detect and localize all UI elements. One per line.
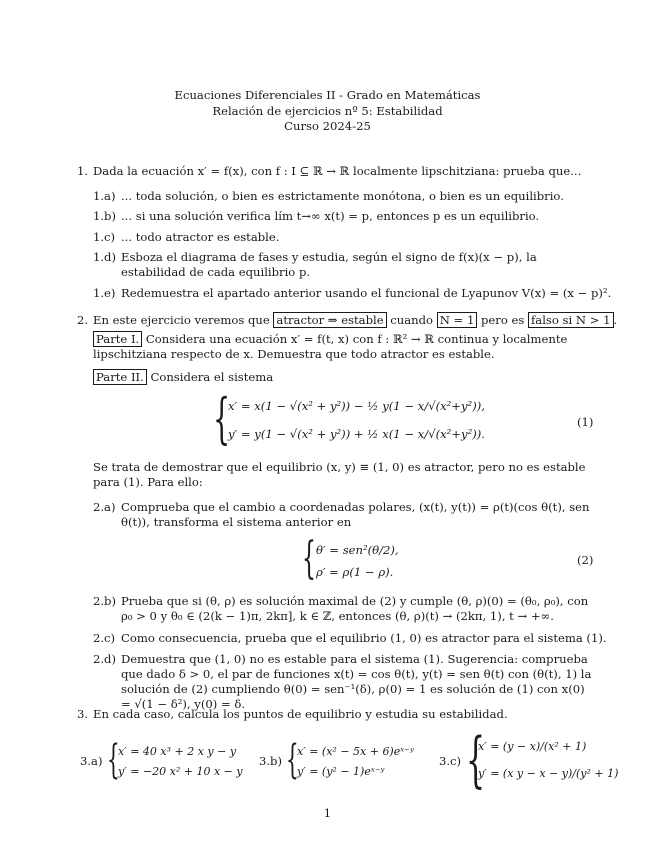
item-1c-text: ... todo atractor es estable. [121,230,280,244]
system-3c-line-1: x′ = (y − x)/(x² + 1) [478,740,587,753]
exercise-1-number: 1. [77,164,89,178]
system-3b-line-1: x′ = (x² − 5x + 6)eˣ⁻ʸ [297,745,414,758]
item-1e-text: Redemuestra el apartado anterior usando el funcional de Lyapunov V(x) = (x − p)². [121,286,612,300]
equation-1-tag: (1) [577,415,594,429]
item-2d-label: 2.d) [93,652,117,666]
system-1-brace: { [213,387,231,450]
item-1b-text: ... si una solución verifica lím t→∞ x(t) = p, entonces p es un equilibrio. [121,209,540,223]
system-3a-line-1: x′ = 40 x³ + 2 x y − y [118,745,237,758]
system-3a-line-2: y′ = −20 x² + 10 x − y [118,765,243,778]
page-number: 1 [323,806,332,820]
system-2-line-1: θ′ = sen²(θ/2), [316,543,399,557]
after-system-1-text: Se trata de demostrar que el equilibrio (x, y) ≡ (1, 0) es atractor, pero no es estable para (1). Para ello: [93,460,586,489]
item-1b-label: 1.b) [93,209,117,223]
item-1a-label: 1.a) [93,189,116,203]
system-3b-brace: { [286,737,299,783]
item-3b-label: 3.b) [259,754,283,768]
item-1e-label: 1.e) [93,286,116,300]
intro-text-d: . [613,313,618,327]
item-2a-text: Comprueba que el cambio a coordenadas polares, (x(t), y(t)) = ρ(t)(cos θ(t), sen θ(t)), transforma el sistema anterior en [121,500,590,529]
item-1d-label: 1.d) [93,250,117,264]
system-1-line-1: x′ = x(1 − √(x² + y²)) − ½ y(1 − x/√(x²+y²)), [228,399,485,413]
item-3c-label: 3.c) [439,754,462,768]
system-2-line-2: ρ′ = ρ(1 − ρ). [316,565,394,579]
item-2d-text: Demuestra que (1, 0) no es estable para el sistema (1). Sugerencia: comprueba que dado δ > 0, el par de funciones x(t) = cos θ(t), y(t) = sen θ(t) con (θ(t), 1) la solución de (2) cumpliendo θ(0) = sen⁻¹(δ), ρ(0) = 1 es solución de (1) con x(0) = √(1 − δ²), y(0) = δ. [121,652,592,711]
item-2b-label: 2.b) [93,594,117,608]
intro-text-b: cuando [390,313,434,327]
part-2-label: Parte II. [93,369,147,385]
system-1-line-2: y′ = y(1 − √(x² + y²)) + ½ x(1 − x/√(x²+y²)). [228,427,485,441]
part-1-text: Considera una ecuación x′ = f(t, x) con f : ℝ² → ℝ continua y localmente lipschitziana respecto de x. Demuestra que todo atractor es estable. [93,332,568,361]
course-title: Ecuaciones Diferenciales II - Grado en Matemáticas [174,88,481,102]
part-1-label: Parte I. [93,331,142,347]
boxed-false-if-n-gt-1: falso si N > 1 [528,312,613,328]
exercise-3-intro: En cada caso, calcula los puntos de equilibrio y estudia su estabilidad. [93,707,508,721]
exercise-2-number: 2. [77,313,89,327]
system-2-brace: { [302,533,316,584]
part-2-text: Considera el sistema [150,370,274,384]
part-1-paragraph [93,332,595,362]
intro-text-a: En este ejercicio veremos que [93,313,270,327]
sheet-title: Relación de ejercicios nº 5: Estabilidad [212,104,443,118]
system-3c-brace: { [466,725,486,795]
exercise-1-intro: Dada la ecuación x′ = f(x), con f : I ⊆ ℝ → ℝ localmente lipschitziana: prueba que... [93,164,582,178]
item-2c-text: Como consecuencia, prueba que el equilibrio (1, 0) es atractor para el sistema (1). [121,631,607,645]
item-2a-label: 2.a) [93,500,116,514]
item-1d-text: Esboza el diagrama de fases y estudia, según el signo de f(x)(x − p), la estabilidad de cada equilibrio p. [121,250,537,279]
system-3a-brace: { [107,737,120,783]
item-2b-text: Prueba que si (θ, ρ) es solución maximal de (2) y cumple (θ, ρ)(0) = (θ₀, ρ₀), con ρ₀ > 0 y θ₀ ∈ (2(k − 1)π, 2kπ], k ∈ ℤ, entonces (θ, ρ)(t) → (2kπ, 1), t → +∞. [121,594,589,623]
item-3a-label: 3.a) [80,754,103,768]
boxed-claim-attractor-stable: atractor ⇒ estable [273,312,386,328]
intro-text-c: pero es [481,313,525,327]
exercise-2-intro [93,313,617,328]
system-3b-line-2: y′ = (y² − 1)eˣ⁻ʸ [297,765,385,778]
system-3c-line-2: y′ = (x y − x − y)/(y² + 1) [478,767,619,780]
course-year: Curso 2024-25 [284,119,371,133]
part-2-line [93,370,273,385]
boxed-n-equals-1: N = 1 [437,312,478,328]
exercise-3-number: 3. [77,707,89,721]
item-1a-text: ... toda solución, o bien es estrictamente monótona, o bien es un equilibrio. [121,189,564,203]
item-2c-label: 2.c) [93,631,116,645]
item-1c-label: 1.c) [93,230,116,244]
equation-2-tag: (2) [577,553,594,567]
